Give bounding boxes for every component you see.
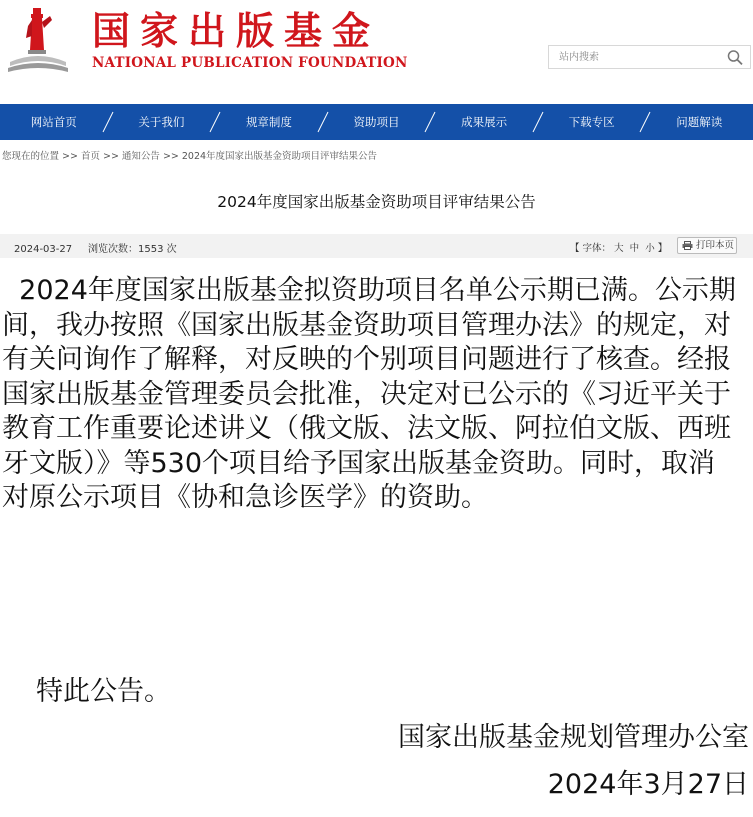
nav-item-rules[interactable]: [215, 104, 323, 140]
page-title: 2024年度国家出版基金资助项目评审结果公告: [217, 193, 536, 211]
nav-item-about[interactable]: [108, 104, 216, 140]
statue-logo-icon[interactable]: [6, 6, 70, 74]
nav-item-results[interactable]: [430, 104, 538, 140]
nav-item-projects[interactable]: [323, 104, 431, 140]
font-large-link[interactable]: 大: [614, 243, 624, 254]
nav-item-label: 资助项目: [353, 115, 400, 129]
nav-item-label: 下载专区: [568, 115, 615, 129]
font-size-control: [570, 240, 667, 254]
font-medium-link[interactable]: 中: [629, 243, 640, 254]
views-label: 浏览次数：: [88, 244, 139, 255]
nav-item-label: 关于我们: [138, 115, 185, 129]
nav-item-label: 规章制度: [245, 115, 292, 129]
signature-org: 国家出版基金规划管理办公室: [398, 722, 749, 753]
font-size-label: 【 字体：: [570, 243, 612, 254]
main-nav: [0, 104, 753, 140]
site-title-cn: 国家出版基金: [92, 8, 381, 53]
search-input[interactable]: [559, 49, 719, 65]
nav-item-label: 网站首页: [30, 115, 77, 129]
nav-item-label: 成果展示: [461, 115, 508, 129]
print-label: 打印本页: [696, 240, 735, 251]
views-unit: 次: [166, 244, 177, 255]
print-button[interactable]: [677, 237, 737, 254]
signature-date: 2024年3月27日: [547, 769, 749, 800]
closing-text: 特此公告。: [36, 676, 171, 707]
nav-item-label: 问题解读: [676, 115, 723, 129]
breadcrumb[interactable]: 您现在的位置 >> 首页 >> 通知公告 >> 2024年度国家出版基金资助项目评审结果公告: [2, 151, 378, 162]
article-meta: [14, 240, 177, 255]
site-title-en: NATIONAL PUBLICATION FOUNDATION: [92, 55, 408, 71]
font-size-close: 】: [657, 243, 668, 254]
nav-item-faq[interactable]: [645, 104, 753, 140]
views-count: 1553: [138, 244, 164, 255]
publish-date: 2024-03-27: [14, 244, 73, 255]
article-body: [2, 274, 742, 516]
printer-icon: [682, 241, 693, 250]
article-paragraph-text: 2024年度国家出版基金拟资助项目名单公示期已满。公示期间，我办按照《国家出版基金资助项目管理办法》的规定，对有关问询作了解释，对反映的个别项目问题进行了核查。经报国家出版基金管理委员会批准，决定对已公示的《习近平关于教育工作重要论述讲义（俄文版、法文版、阿拉伯文版、西班牙文版）》等530个项目给予国家出版基金资助。同时，取消对原公示项目《协和急诊医学》的资助。: [2, 275, 736, 513]
search-icon[interactable]: [726, 49, 744, 66]
font-small-link[interactable]: 小: [645, 243, 655, 254]
site-header: [0, 0, 753, 100]
nav-item-downloads[interactable]: [538, 104, 646, 140]
nav-item-home[interactable]: [0, 104, 108, 140]
article-meta-bar: [0, 234, 753, 258]
article-paragraph: [2, 274, 742, 516]
search-box[interactable]: [548, 45, 751, 69]
